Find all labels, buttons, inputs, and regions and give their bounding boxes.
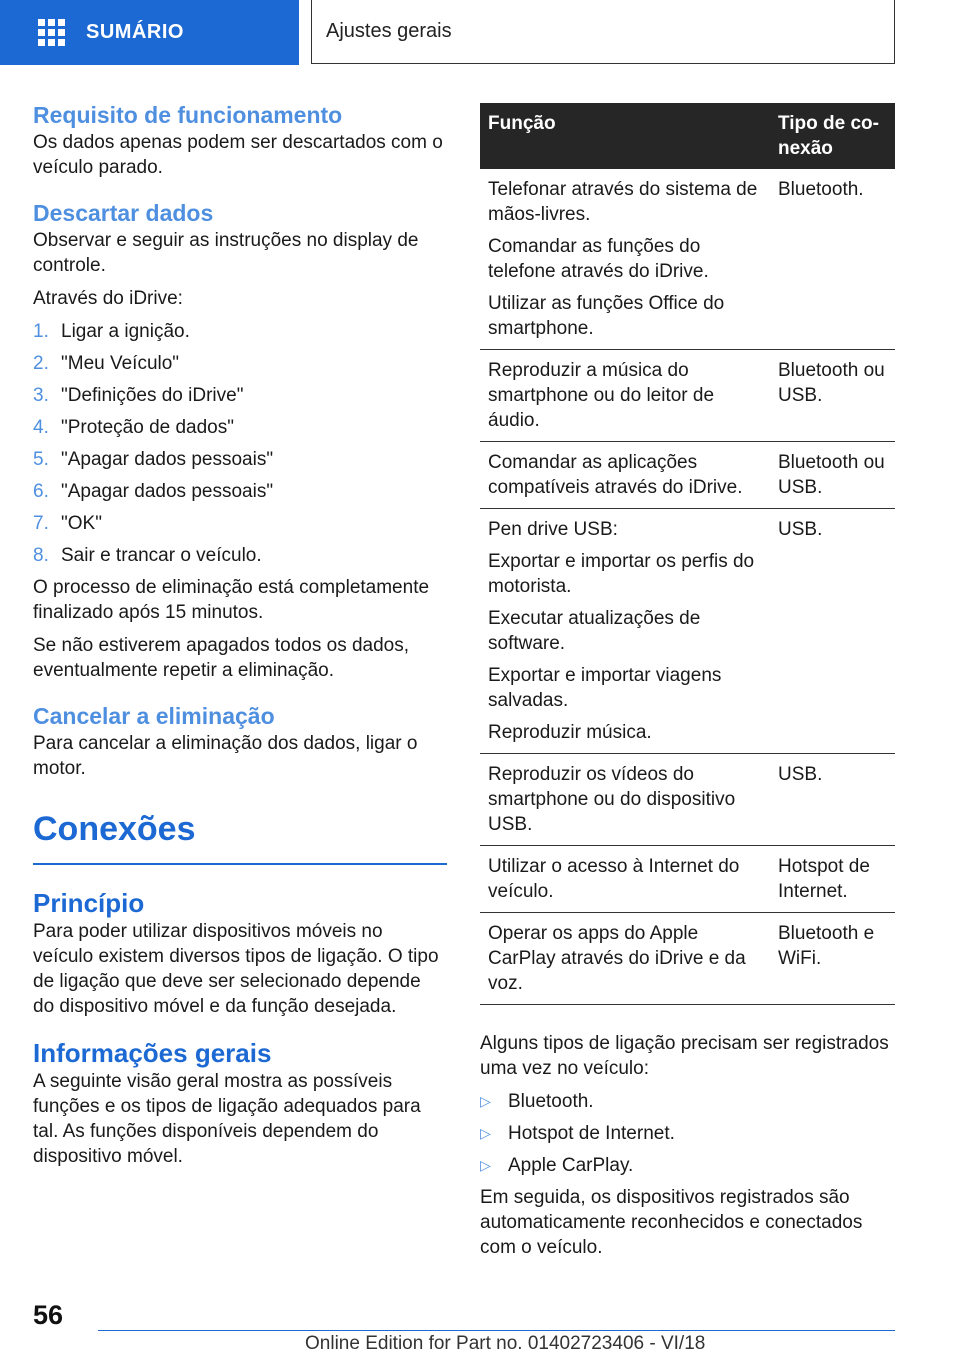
discard-text: Observar e seguir as instruções no display de controle. [33,230,419,276]
table-row [480,169,895,350]
table-row [480,754,895,846]
function-text: Executar atualizações de software. [488,608,701,654]
list-item-text: Hotspot de Internet. [508,1123,675,1144]
page-number: 56 [33,1300,64,1330]
via-idrive-text: Através do iDrive: [33,288,183,309]
function-cell [480,442,770,509]
function-text: Exportar e importar viagens salvadas. [488,665,722,711]
step-number: 3. [33,385,49,406]
function-text: Pen drive USB: [488,519,618,540]
step-text: "Apagar dados pessoais" [61,481,274,502]
requirement-text: Os dados apenas podem ser descartados com o veículo parado. [33,132,443,178]
triangle-bullet-icon: ▷ [480,1157,491,1173]
table-row [480,350,895,442]
step-item [33,479,447,504]
function-text: Reproduzir a música do smartphone ou do leitor de áudio. [488,360,715,431]
table-row [480,846,895,913]
list-item [480,1153,895,1178]
chapter-title: Ajustes gerais [326,20,452,42]
function-text: Operar os apps do Apple CarPlay através do iDrive e da voz. [488,923,746,994]
requirement-heading: Requisito de funcionamento [33,102,343,128]
step-item [33,511,447,536]
list-item [480,1089,895,1114]
table-row [480,509,895,754]
step-text: "Apagar dados pessoais" [61,449,274,470]
function-text: Utilizar o acesso à Internet do veículo. [488,856,740,902]
register-list [480,1089,895,1178]
footer-rule [98,1330,895,1331]
function-text: Reproduzir os vídeos do smartphone ou do dispositivo USB. [488,764,736,835]
toc-button[interactable] [0,0,299,65]
step-number: 1. [33,321,49,342]
right-column [480,103,895,1260]
function-text: Comandar as funções do telefone através do iDrive. [488,236,709,282]
connection-type-cell: Bluetooth ou USB. [770,442,895,509]
not-deleted-text: Se não estiverem apagados todos os dados, eventualmente repetir a eliminação. [33,635,410,681]
function-text: Exportar e importar os perfis do motorista. [488,551,755,597]
connection-table [480,103,895,1005]
connection-type-cell: Bluetooth. [770,169,895,350]
function-text: Comandar as aplicações compatíveis através do iDrive. [488,452,743,498]
step-number: 7. [33,513,49,534]
step-number: 6. [33,481,49,502]
step-item [33,383,447,408]
grid-icon [38,19,66,47]
general-info-text: A seguinte visão geral mostra as possíveis funções e os tipos de ligação adequados para tal. As funções disponíveis dependem do dispositivo móvel. [33,1071,421,1167]
discard-heading: Descartar dados [33,200,214,226]
connection-type-cell: Hotspot de Internet. [770,846,895,913]
after-register-text: Em seguida, os dispositivos registrados são automaticamente reconhecidos e conectados com o veículo. [480,1187,863,1258]
function-cell [480,169,770,350]
connection-type-cell: USB. [770,754,895,846]
step-text: Sair e trancar o veículo. [61,545,262,566]
function-cell [480,509,770,754]
step-text: "Proteção de dados" [61,417,234,438]
function-cell [480,754,770,846]
connections-heading: Conexões [33,810,196,848]
function-cell [480,846,770,913]
list-item-text: Bluetooth. [508,1091,594,1112]
toc-label: SUMÁRIO [86,21,184,43]
connection-type-cell: USB. [770,509,895,754]
steps-list [33,319,447,568]
step-number: 5. [33,449,49,470]
step-item [33,415,447,440]
step-number: 2. [33,353,49,374]
table-header-row [480,103,895,169]
process-done-text: O processo de eliminação está completamente finalizado após 15 minutos. [33,577,430,623]
triangle-bullet-icon: ▷ [480,1093,491,1109]
step-item [33,543,447,568]
cancel-text: Para cancelar a eliminação dos dados, ligar o motor. [33,733,418,779]
connection-type-cell: Bluetooth ou USB. [770,350,895,442]
step-text: Ligar a ignição. [61,321,190,342]
list-item-text: Apple CarPlay. [508,1155,634,1176]
step-number: 8. [33,545,49,566]
step-text: "Definições do iDrive" [61,385,244,406]
principle-heading: Princípio [33,888,145,918]
table-row [480,442,895,509]
list-item [480,1121,895,1146]
general-info-heading: Informações gerais [33,1038,272,1068]
register-text: Alguns tipos de ligação precisam ser registrados uma vez no veículo: [480,1033,889,1079]
step-item [33,351,447,376]
principle-text: Para poder utilizar dispositivos móveis no veículo existem diversos tipos de ligação. O tipo de ligação que deve ser selecionado depende do dispositivo móvel e da função desejada. [33,921,439,1017]
header-connection-type: Tipo de co-nexão [770,103,895,169]
table-row [480,913,895,1005]
footer-edition: Online Edition for Part no. 01402723406 - VI/18 [305,1333,706,1354]
connection-type-cell: Bluetooth e WiFi. [770,913,895,1005]
function-cell [480,913,770,1005]
triangle-bullet-icon: ▷ [480,1125,491,1141]
function-text: Utilizar as funções Office do smartphone. [488,293,725,339]
left-column [33,100,447,1169]
cancel-heading: Cancelar a eliminação [33,703,275,729]
step-item [33,319,447,344]
step-text: "OK" [61,513,102,534]
function-cell [480,350,770,442]
function-text: Reproduzir música. [488,722,652,743]
step-text: "Meu Veículo" [61,353,180,374]
chapter-tab[interactable] [311,0,895,64]
header-function: Função [480,103,770,169]
function-text: Telefonar através do sistema de mãos-livres. [488,179,758,225]
step-item [33,447,447,472]
step-number: 4. [33,417,49,438]
